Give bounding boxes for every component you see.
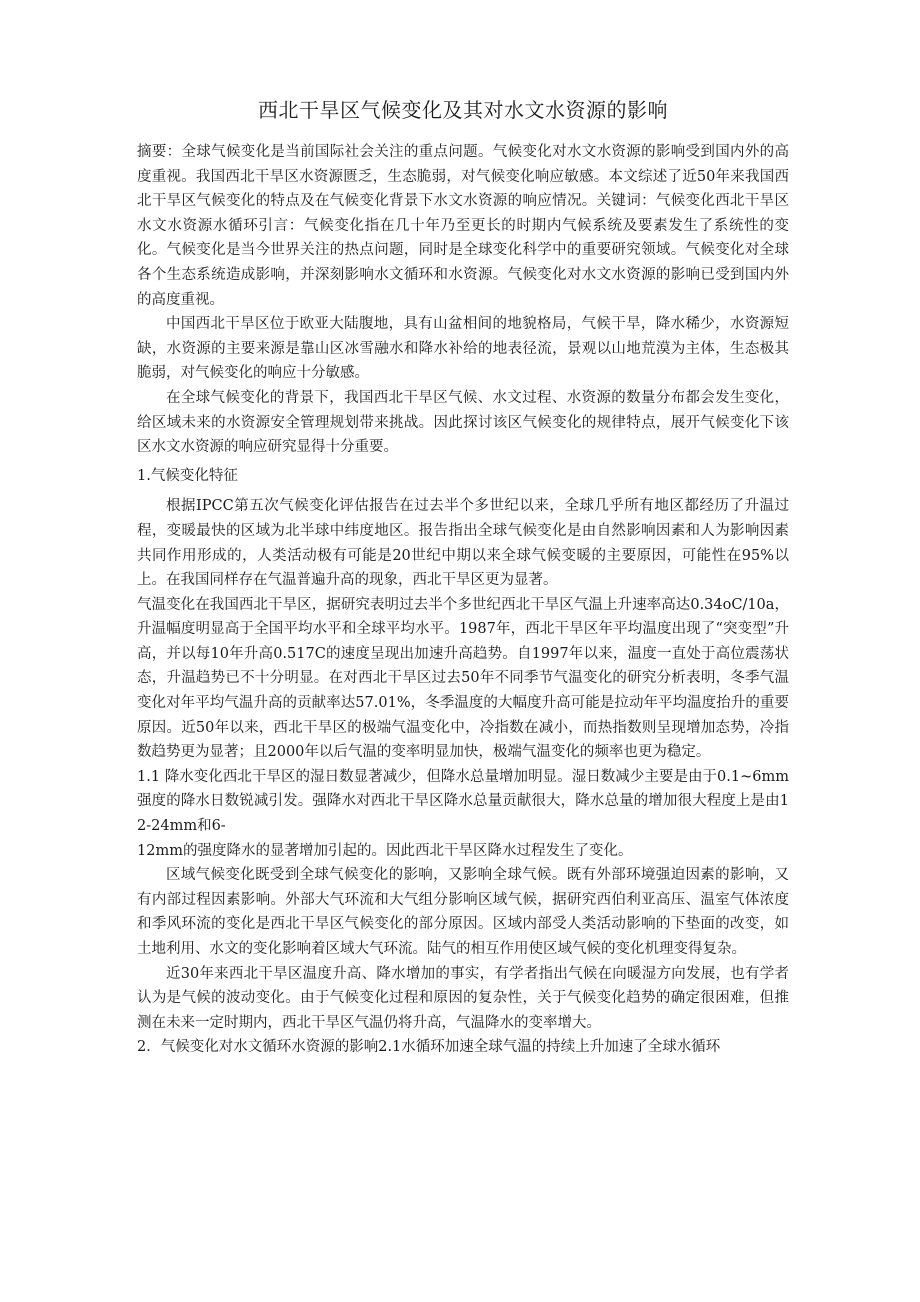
body-paragraph-regional: 区域气候变化既受到全球气候变化的影响，又影响全球气候。既有外部环境强迫因素的影响，又有内部过程因素影响。外部大气环流和大气组分影响区域气候，据研究西伯利亚高压、温室气体浓度和季风环流的变化是西北干旱区气候变化的部分原因。区域内部受人类活动影响的下垫面的改变，如土地利用、水文的变化影响着区域大气环流。陆气的相互作用使区域气候的变化机理变得复杂。: [137, 867, 789, 957]
body-paragraph-region: 中国西北干旱区位于欧亚大陆腹地，具有山盆相间的地貌格局，气候干旱，降水稀少，水资源短缺，水资源的主要来源是靠山区冰雪融水和降水补给的地表径流，景观以山地荒漠为主体，生态极其脆弱，对气候变化的响应十分敏感。: [137, 316, 789, 382]
body-paragraph-trend: 近30年来西北干旱区温度升高、降水增加的事实，有学者指出气候在向暖湿方向发展，也有学者认为是气候的波动变化。由于气候变化过程和原因的复杂性，关于气候变化趋势的确定很困难，但推测在未来一定时期内，西北干旱区气温仍将升高，气温降水的变率增大。: [137, 965, 789, 1031]
abstract-paragraph: 摘要：全球气候变化是当前国际社会关注的重点问题。气候变化对水文水资源的影响受到国内外的高度重视。我国西北干旱区水资源匮乏，生态脆弱，对气候变化响应敏感。本文综述了近50年来我国西北干旱区气候变化的特点及在气候变化背景下水文水资源的响应情况。关键词：气候变化西北干旱区水文水资源水循环引言：气候变化指在几十年乃至更长的时期内气候系统及要素发生了系统性的变化。气候变化是当今世界关注的热点问题，同时是全球变化科学中的重要研究领域。气候变化对全球各个生态系统造成影响，并深刻影响水文循环和水资源。气候变化对水文水资源的影响已受到国内外的高度重视。: [137, 144, 789, 308]
section-heading-2: 2．气候变化对水文循环水资源的影响2.1水循环加速全球气温的持续上升加速了全球水循环: [137, 1039, 721, 1056]
document-page: [137, 96, 789, 1060]
body-paragraph-precipitation: 1.1 降水变化西北干旱区的湿日数显著减少，但降水总量增加明显。湿日数减少主要是由于0.1~6mm强度的降水日数锐减引发。强降水对西北干旱区降水总量贡献很大，降水总量的增加很大程度上是由12-24mm和6-: [137, 768, 789, 835]
body-paragraph-temperature: 气温变化在我国西北干旱区，据研究表明过去半个多世纪西北干旱区气温上升速率高达0.34oC/10a，升温幅度明显高于全国平均水平和全球平均水平。1987年，西北干旱区年平均温度出现了“突变型”升高，并以每10年升高0.517C的速度呈现出加速升高趋势。自1997年以来，温度一直处于高位震荡状态，升温趋势已不十分明显。在对西北干旱区过去50年不同季节气温变化的研究分析表明，冬季气温变化对年平均气温升高的贡献率达57.01%，冬季温度的大幅度升高可能是拉动年平均温度抬升的重要原因。近50年以来，西北干旱区的极端气温变化中，冷指数在减小，而热指数则呈现增加态势，冷指数趋势更为显著；且2000年以后气温的变率明显加快，极端气温变化的频率也更为稳定。: [137, 596, 789, 761]
body-paragraph-precipitation-cont: 12mm的强度降水的显著增加引起的。因此西北干旱区降水过程发生了变化。: [137, 842, 633, 859]
body-paragraph-ipcc: 根据IPCC第五次气候变化评估报告在过去半个多世纪以来，全球几乎所有地区都经历了升温过程，变暖最快的区域为北半球中纬度地区。报告指出全球气候变化是由自然影响因素和人为影响因素共同作用形成的，人类活动极有可能是20世纪中期以来全球气候变暖的主要原因，可能性在95%以上。在我国同样存在气温普遍升高的现象，西北干旱区更为显著。: [137, 498, 789, 589]
section-heading-1: 1.气候变化特征: [137, 467, 238, 484]
document-title: 西北干旱区气候变化及其对水文水资源的影响: [258, 98, 668, 122]
body-paragraph-background: 在全球气候变化的背景下，我国西北干旱区气候、水文过程、水资源的数量分布都会发生变化，给区域未来的水资源安全管理规划带来挑战。因此探讨该区气候变化的规律特点，展开气候变化下该区水文水资源的响应研究显得十分重要。: [137, 389, 789, 456]
